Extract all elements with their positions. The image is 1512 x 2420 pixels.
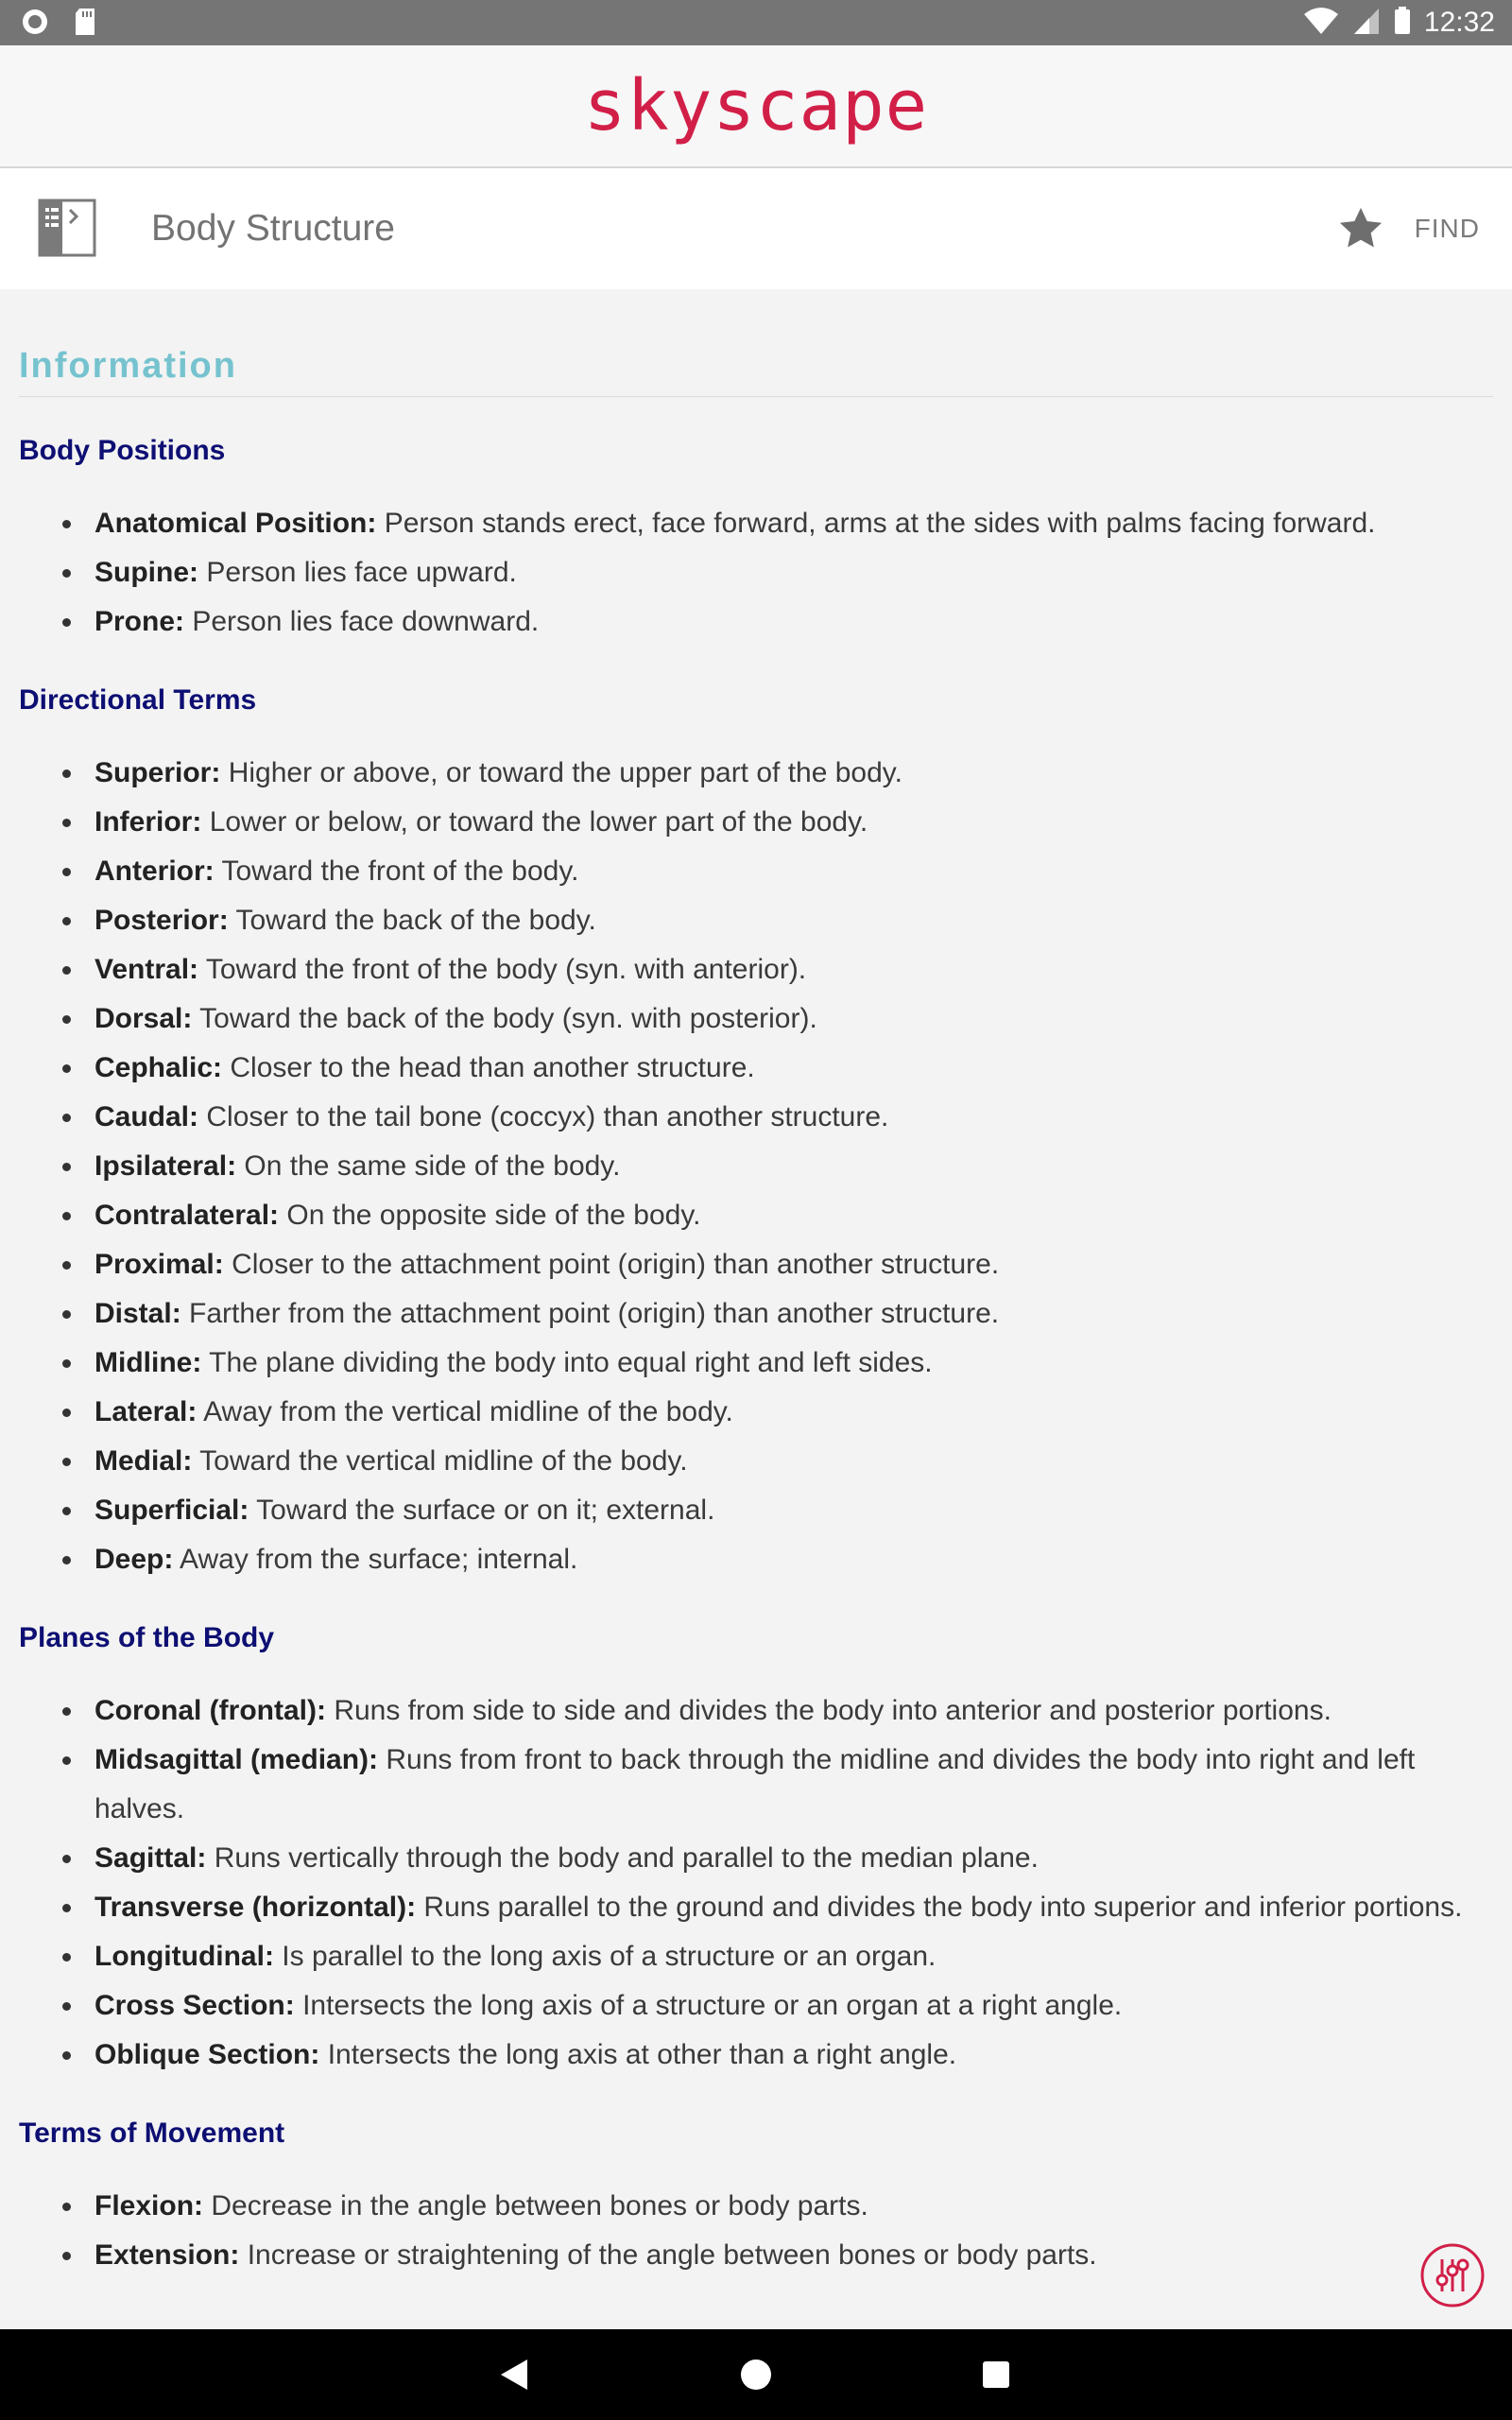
term-name: Distal: bbox=[94, 1298, 181, 1329]
term-definition: Closer to the attachment point (origin) than another structure. bbox=[232, 1249, 1000, 1280]
list-item bbox=[94, 1388, 1512, 1437]
brand-header bbox=[0, 45, 1512, 168]
term-definition: Closer to the head than another structure. bbox=[230, 1052, 755, 1083]
term-definition: Toward the vertical midline of the body. bbox=[199, 1445, 688, 1477]
term-definition: Toward the front of the body. bbox=[221, 856, 579, 887]
term-definition: Runs vertically through the body and parallel to the median plane. bbox=[214, 1842, 1039, 1874]
list-item bbox=[94, 896, 1512, 945]
term-name: Dorsal: bbox=[94, 1003, 193, 1034]
term-definition: Closer to the tail bone (coccyx) than another structure. bbox=[206, 1101, 889, 1132]
term-name: Midline: bbox=[94, 1347, 202, 1378]
term-name: Cross Section: bbox=[94, 1990, 295, 2021]
term-definition: Person stands erect, face forward, arms at the sides with palms facing forward. bbox=[384, 508, 1376, 539]
term-definition: Person lies face downward. bbox=[192, 606, 540, 637]
term-list bbox=[0, 2182, 1512, 2280]
term-name: Cephalic: bbox=[94, 1052, 223, 1083]
book-toc-icon bbox=[38, 199, 96, 257]
term-name: Proximal: bbox=[94, 1249, 224, 1280]
term-name: Superficial: bbox=[94, 1495, 249, 1526]
term-definition: Lower or below, or toward the lower part of the body. bbox=[209, 806, 868, 838]
term-name: Lateral: bbox=[94, 1396, 198, 1427]
term-name: Transverse (horizontal): bbox=[94, 1892, 417, 1923]
settings-sliders-icon bbox=[1419, 2242, 1486, 2308]
term-name: Anterior: bbox=[94, 856, 215, 887]
term-definition: Toward the back of the body (syn. with posterior). bbox=[199, 1003, 817, 1034]
back-button[interactable] bbox=[499, 2358, 529, 2396]
term-name: Contralateral: bbox=[94, 1200, 280, 1231]
term-definition: Toward the front of the body (syn. with anterior). bbox=[205, 954, 807, 985]
list-item bbox=[94, 1535, 1512, 1584]
list-item bbox=[94, 1486, 1512, 1535]
display-settings-button[interactable] bbox=[1419, 2242, 1486, 2308]
term-definition: Person lies face upward. bbox=[206, 557, 517, 588]
group-title: Directional Terms bbox=[19, 684, 257, 716]
brand-logo: skyscape bbox=[583, 65, 929, 147]
term-groups bbox=[0, 435, 1512, 2280]
status-bar bbox=[0, 0, 1512, 45]
list-item bbox=[94, 847, 1512, 896]
group-title: Planes of the Body bbox=[19, 1622, 275, 1653]
term-definition: Away from the surface; internal. bbox=[180, 1544, 578, 1575]
term-name: Oblique Section: bbox=[94, 2039, 320, 2070]
term-name: Extension: bbox=[94, 2239, 240, 2271]
term-definition: Intersects the long axis of a structure or an organ at a right angle. bbox=[302, 1990, 1123, 2021]
section-heading: Information bbox=[19, 346, 1493, 397]
term-name: Posterior: bbox=[94, 905, 229, 936]
battery-icon bbox=[1394, 7, 1411, 40]
list-item bbox=[94, 749, 1512, 798]
term-name: Ipsilateral: bbox=[94, 1150, 237, 1182]
content-area[interactable] bbox=[0, 289, 1512, 2329]
wifi-icon bbox=[1303, 7, 1339, 40]
term-definition: Decrease in the angle between bones or body parts. bbox=[211, 2190, 868, 2221]
system-nav-bar bbox=[0, 2329, 1512, 2420]
term-name: Sagittal: bbox=[94, 1842, 207, 1874]
term-definition: Farther from the attachment point (origin) than another structure. bbox=[189, 1298, 1000, 1329]
term-name: Longitudinal: bbox=[94, 1941, 274, 1972]
term-definition: On the same side of the body. bbox=[244, 1150, 621, 1182]
term-definition: Runs from side to side and divides the body into anterior and posterior portions. bbox=[334, 1695, 1332, 1726]
list-item bbox=[94, 994, 1512, 1044]
list-item bbox=[94, 2182, 1512, 2231]
list-item bbox=[94, 1686, 1512, 1736]
list-item bbox=[94, 2031, 1512, 2080]
term-list bbox=[0, 499, 1512, 647]
term-definition: Runs parallel to the ground and divides the body into superior and inferior portions. bbox=[423, 1892, 1463, 1923]
term-name: Inferior: bbox=[94, 806, 202, 838]
term-definition: Toward the back of the body. bbox=[235, 905, 596, 936]
list-item bbox=[94, 1437, 1512, 1486]
list-item bbox=[94, 945, 1512, 994]
list-item bbox=[94, 1044, 1512, 1093]
status-time: 12:32 bbox=[1423, 7, 1495, 38]
term-name: Supine: bbox=[94, 557, 198, 588]
term-definition: Is parallel to the long axis of a structure or an organ. bbox=[282, 1941, 936, 1972]
home-button[interactable] bbox=[741, 2360, 771, 2390]
list-item bbox=[94, 1981, 1512, 2031]
group-title: Terms of Movement bbox=[19, 2118, 285, 2149]
table-of-contents-button[interactable] bbox=[38, 199, 96, 257]
list-item bbox=[94, 597, 1512, 647]
term-definition: On the opposite side of the body. bbox=[286, 1200, 701, 1231]
list-item bbox=[94, 1736, 1512, 1834]
term-name: Medial: bbox=[94, 1445, 193, 1477]
list-item bbox=[94, 1289, 1512, 1339]
star-icon bbox=[1336, 204, 1385, 253]
document-title: Body Structure bbox=[151, 208, 395, 249]
term-name: Coronal (frontal): bbox=[94, 1695, 326, 1726]
term-definition: Increase or straightening of the angle between bones or body parts. bbox=[247, 2239, 1097, 2271]
term-name: Deep: bbox=[94, 1544, 174, 1575]
list-item bbox=[94, 1883, 1512, 1932]
cell-signal-icon bbox=[1352, 7, 1381, 40]
list-item bbox=[94, 798, 1512, 847]
back-icon bbox=[499, 2358, 529, 2392]
find-button[interactable]: FIND bbox=[1414, 214, 1480, 243]
list-item bbox=[94, 499, 1512, 548]
term-name: Flexion: bbox=[94, 2190, 204, 2221]
term-definition: Higher or above, or toward the upper part of the body. bbox=[228, 757, 902, 788]
list-item bbox=[94, 1191, 1512, 1240]
list-item bbox=[94, 1142, 1512, 1191]
term-definition: The plane dividing the body into equal right and left sides. bbox=[209, 1347, 933, 1378]
term-name: Midsagittal (median): bbox=[94, 1744, 379, 1775]
term-name: Prone: bbox=[94, 606, 185, 637]
list-item bbox=[94, 2231, 1512, 2280]
term-definition: Runs from front to back through the midline and divides the body into right and left halves. bbox=[94, 1744, 1416, 1824]
record-icon bbox=[21, 8, 49, 41]
list-item bbox=[94, 548, 1512, 597]
list-item bbox=[94, 1240, 1512, 1289]
term-definition: Intersects the long axis at other than a right angle. bbox=[327, 2039, 957, 2070]
list-item bbox=[94, 1834, 1512, 1883]
term-name: Superior: bbox=[94, 757, 221, 788]
term-name: Anatomical Position: bbox=[94, 508, 377, 539]
group-title: Body Positions bbox=[19, 435, 226, 466]
term-definition: Away from the vertical midline of the body. bbox=[203, 1396, 733, 1427]
list-item bbox=[94, 1339, 1512, 1388]
sd-card-icon bbox=[74, 8, 96, 41]
term-name: Caudal: bbox=[94, 1101, 199, 1132]
recents-button[interactable] bbox=[983, 2361, 1009, 2388]
toolbar bbox=[0, 168, 1512, 289]
list-item bbox=[94, 1932, 1512, 1981]
term-list bbox=[0, 749, 1512, 1584]
list-item bbox=[94, 1093, 1512, 1142]
term-definition: Toward the surface or on it; external. bbox=[256, 1495, 715, 1526]
bookmark-button[interactable] bbox=[1336, 204, 1385, 253]
term-list bbox=[0, 1686, 1512, 2080]
term-name: Ventral: bbox=[94, 954, 199, 985]
